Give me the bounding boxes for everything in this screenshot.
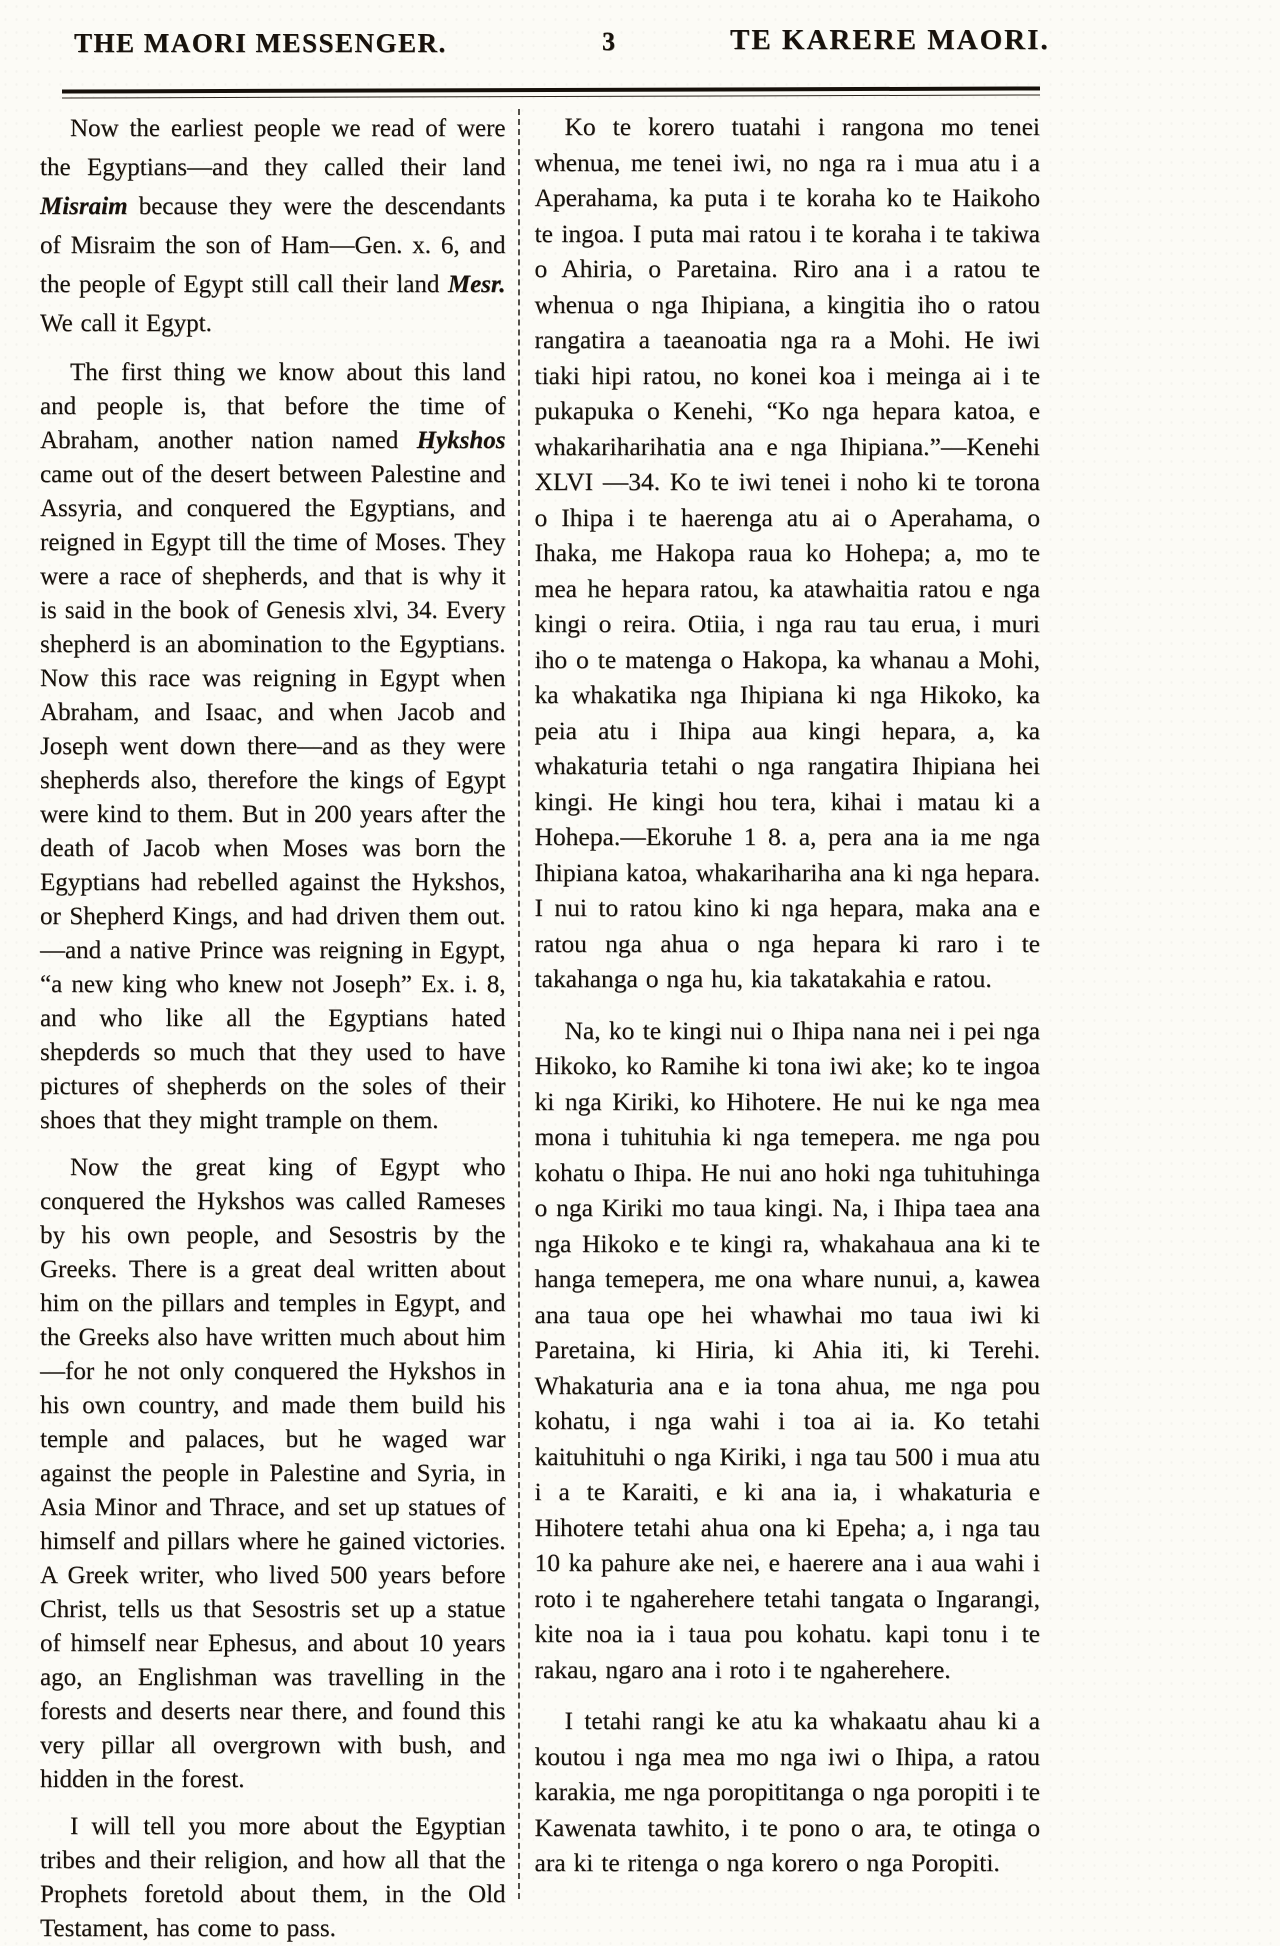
text-segment: Now the earliest people we read of were the Egyptians—and they called their land — [40, 115, 506, 181]
italic-text-segment: Hykshos — [416, 427, 506, 454]
masthead — [0, 0, 1280, 84]
paragraph — [40, 1151, 506, 1797]
english-column — [40, 109, 506, 1942]
page-number: 3 — [602, 27, 615, 56]
paragraph — [535, 1703, 1040, 1881]
italic-text-segment: Misraim — [40, 193, 128, 220]
column-divider — [518, 109, 520, 1899]
text-segment: Na, ko te kingi nui o Ihipa nana nei i pei nga Hikoko, ko Ramihe ki tona iwi ake; ko te ingoa ki nga Kiriki, ko Hihotere. He nui ke nga mea mona i tuhituhia ki nga temepera. me nga pou kohatu o Ihipa. He nui ano hoki nga tuhituhinga o nga Kiriki mo taua kingi. Na, i Ihipa taea ana nga Hikoko e te kingi ra, whakahaua ana ki te hanga temepera, me ona whare nunui, a, kawea ana taua ope hei whawhai mo taua iwi ki Paretaina, ki Hiria, ki Ahia iti, ki Terehi. Whakaturia ana e ia tona ahua, me nga pou kohatu, i nga wahi i toa ai ia. Ko tetahi kaituhituhi o nga Kiriki, i nga tau 500 i mua atu i a te Karaiti, e ki ana ia, i whakaturia e Hihotere tetahi ahua ona ki Epeha; a, i nga tau 10 ka pahure ake nei, e haerere ana i aua wahi i roto i te ngaherehere tetahi tangata o Ingarangi, kite noa ia i taua pou kohatu. kapi tonu i te rakau, ngaro ana i roto i te ngaherehere. — [534, 1015, 1040, 1684]
text-segment: The first thing we know about this land and people is, that before the time of Abraham, another nation named — [40, 359, 506, 454]
article-columns — [40, 109, 1040, 1942]
paragraph — [535, 109, 1040, 997]
text-segment: We call it Egypt. — [40, 310, 212, 337]
text-segment: I tetahi rangi ke atu ka whakaatu ahau ki a koutou i nga mea mo nga iwi o Ihipa, a ratou karakia, me nga poropititanga o nga poropiti i te Kawenata tawhito, i te pono o ara, te otinga o ara ki te ritenga o nga korero o nga Poropiti. — [534, 1706, 1040, 1877]
maori-column — [520, 109, 1040, 1899]
masthead-title-maori: TE KARERE MAORI. — [730, 24, 1050, 56]
italic-text-segment: Mesr. — [447, 271, 506, 298]
text-segment: Ko te korero tuatahi i rangona mo tenei whenua, me tenei iwi, no nga ra i mua atu i a Aperahama, ka puta i te koraha ko te Haikoho te ingoa. I puta mai ratou i te koraha i te takiwa o Ahiria, o Paretaina. Riro ana i a ratou te whenua o nga Ihipiana, a kingitia iho o ratou rangatira a taeanoatia nga ra a Mohi. He iwi tiaki hipi ratou, no konei koa i meinga ai i te pukapuka o Kenehi, “Ko nga hepara katoa, e whakariharihatia ana e nga Ihipiana.”—Kenehi XLVI —34. Ko te iwi tenei i noho ki te torona o Ihipa i te haerenga atu ai o Aperahama, o Ihaka, me Hakopa raua ko Hohepa; a, mo te mea he hepara ratou, ka atawhaitia ratou e nga kingi o reira. Otiia, i nga rau tau erua, i muri iho o te matenga o Hakopa, ka whanau a Mohi, ka whakatika nga Ihipiana ki nga Hikoko, ka peia atu i Ihipa aua kingi hepara, a, ka whakaturia tetahi o nga rangatira Ihipiana hei kingi. He kingi hou tera, kihai i matau ki a Hohepa.—Ekoruhe 1 8. a, pera ana ia me nga Ihipiana katoa, whakarihariha ana ki nga hepara. I nui to ratou kino ki nga hepara, maka ana e ratou nga ahua o nga hepara ki raro i te takahanga o nga hu, kia takatakahia e ratou. — [534, 112, 1040, 993]
paragraph — [535, 1013, 1040, 1688]
header-rule — [62, 86, 1040, 98]
text-segment: came out of the desert between Palestine and Assyria, and conquered the Egyptians, and reigned in Egypt till the time of Moses. They were a race of shepherds, and that is why it is said in the book of Genesis xlvi, 34. Every shepherd is an abomination to the Egyptians. Now this race was reigning in Egypt when Abraham, and Isaac, and when Jacob and Joseph went down there—and as they were shepherds also, therefore the kings of Egypt were kind to them. But in 200 years after the death of Jacob when Moses was born the Egyptians had rebelled against the Hykshos, or Shepherd Kings, and had driven them out.—and a native Prince was reigning in Egypt, “a new king who knew not Joseph” Ex. i. 8, and who like all the Egyptians hated shepderds so much that they used to have pictures of shepherds on the soles of their shoes that they might trample on them. — [40, 461, 506, 1134]
text-segment: I will tell you more about the Egyptian tribes and their religion, and how all that the Prophets foretold about them, in the Old Testament, has come to pass. — [40, 1813, 506, 1942]
paragraph — [40, 1810, 506, 1946]
masthead-title-english: THE MAORI MESSENGER. — [74, 28, 447, 58]
text-segment: because they were the descendants of Misraim the son of Ham—Gen. x. 6, and the people of Egypt still call their land — [40, 193, 506, 298]
text-segment: Now the great king of Egypt who conquered the Hykshos was called Rameses by his own people, and Sesostris by the Greeks. There is a great deal written about him on the pillars and temples in Egypt, and the Greeks also have written much about him—for he not only conquered the Hykshos in his own country, and made them build his temple and palaces, but he waged war against the people in Palestine and Syria, in Asia Minor and Thrace, and set up statues of himself and pillars where he gained victories. A Greek writer, who lived 500 years before Christ, tells us that Sesostris set up a statue of himself near Ephesus, and about 10 years ago, an Englishman was travelling in the forests and deserts near there, and found this very pillar all overgrown with bush, and hidden in the forest. — [40, 1154, 506, 1793]
paragraph — [40, 356, 506, 1138]
paragraph — [40, 109, 506, 343]
